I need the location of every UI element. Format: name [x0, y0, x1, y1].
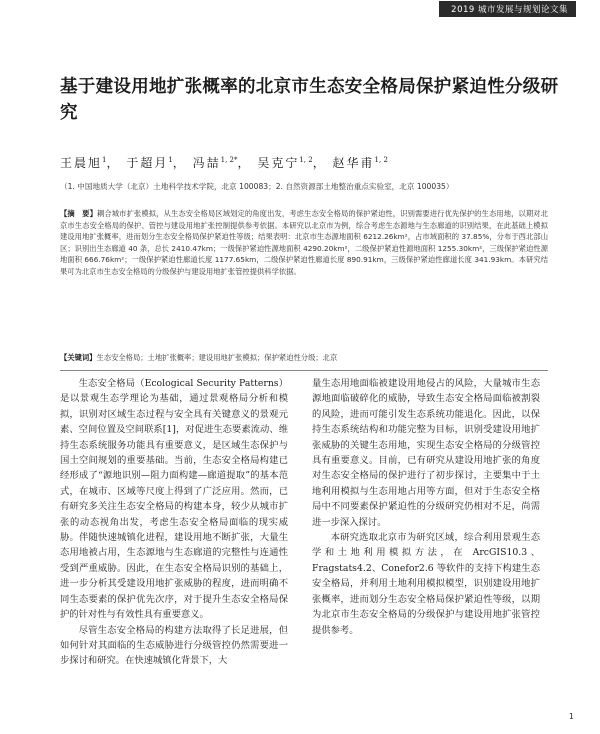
keywords: [60, 352, 548, 364]
page-number: 1: [568, 712, 574, 721]
author: 吴克宁$^{1, 2}$: [257, 156, 313, 170]
author: 赵华甫$^{1, 2}$: [332, 156, 388, 170]
author-list: 王晨旭$^1$， 于超月$^1$， 冯喆$^{1, 2*}$， 吴克宁$^{1, 2}$， 赵华甫$^{1, 2}$: [60, 156, 388, 170]
abstract-text: 耦合城市扩张模拟，从生态安全格局区域划定的角度出发，考虑生态安全格局的保护紧迫性，识别需要进行优先保护的生态用地，以期对北京市生态安全格局的保护、管控与建设用地扩张控制提供参考依据。本研究以北京市为例，综合考虑生态源地与生态廊道的识别结果，在此基础上模拟建设用地扩张概率，进而划分生态安全格局保护紧迫性等级；结果表明：北京市生态源地面积 6212.26km²，占市域面积的 37.85%，分布于西北部山区；识别出生态廊道 40 条，总长 2410.47km；一级保护紧迫性源地面积 4290.20km²，二级保护紧迫性源地面积 1255.30km²，三级保护紧迫性源地面积 666.76km²；一级保护紧迫性廊道长度 1177.65km，二级保护紧迫性廊道长度 890.91km，三级保护紧迫性廊道长度 341.93km。本研究结果可为北京市生态安全格局的分级保护与建设用地扩张管控提供科学依据。: [60, 209, 549, 276]
keywords-label: 【关键词】: [60, 353, 97, 362]
author: 于超月$^1$: [126, 156, 173, 170]
journal-label: 2019 城市发展与规划论文集: [439, 1, 576, 17]
keywords-text: 生态安全格局；土地扩张概率；建设用地扩张模拟；保护紧迫性分级；北京: [96, 353, 338, 362]
body-paragraph: 量生态用地面临被建设用地侵占的风险，大量城市生态源地面临破碎化的威胁，导致生态安全格局面临被割裂的风险，进而可能引发生态系统功能退化。因此，以保持生态系统结构和功能完整为目标，识别受建设用地扩张威胁的关键生态用地，实现生态安全格局的分级管控具有重要意义。目前，已有研究从建设用地扩张的角度对生态安全格局的保护进行了初步探讨，主要集中于土地利用模拟与生态用地占用等方面，但对于生态安全格局中不同要素保护紧迫性的分级研究仍相对不足，尚需进一步深入探讨。: [312, 378, 540, 528]
abstract-label: 【摘 要】: [60, 209, 97, 218]
running-header: [0, 0, 600, 17]
divider: [60, 370, 548, 371]
affiliations: （1. 中国地质大学（北京）土地科学技术学院，北京 100083；2. 自然资源部土地整治重点实验室，北京 100035）: [60, 182, 454, 191]
body-paragraph: 生态安全格局（Ecological Security Patterns）是以景观生态学理论为基础，通过景观格局分析和模拟，识别对区域生态过程与安全具有关键意义的景观元素、空间位置及空间联系[1]，对促进生态要素流动、维持生态系统服务功能具有重要意义，是区域生态保护与国土空间规划的重要基础。当前，生态安全格局构建已经形成了“源地识别—阻力面构建—廊道提取”的基本范式，在城市、区域等尺度上得到了广泛应用。然而，已有研究多关注生态安全格局的构建本身，较少从城市扩张的动态视角出发，考虑生态安全格局面临的现实威胁。伴随快速城镇化进程，建设用地不断扩张，大量生态用地被占用，生态源地与生态廊道的完整性与连通性受到严重威胁。因此，在生态安全格局识别的基础上，进一步分析其受建设用地扩张威胁的程度，进而明确不同生态要素的保护优先次序，对于提升生态安全格局保护的针对性与有效性具有重要意义。: [60, 378, 288, 621]
paper-title: 基于建设用地扩张概率的北京市生态安全格局保护紧迫性分级研究: [60, 77, 559, 123]
body-paragraph: 尽管生态安全格局的构建方法取得了长足进展，但如何针对其面临的生态威胁进行分级管控仍然需要进一步探讨和研究。在快速城镇化背景下，大: [60, 624, 288, 667]
abstract: [60, 208, 548, 278]
body-column-right: [312, 376, 540, 638]
author: 冯喆$^{1, 2*}$: [192, 156, 238, 170]
body-paragraph: 本研究选取北京市为研究区域，综合利用景观生态学和土地利用模拟方法，在 ArcGIS10.3、Fragstats4.2、Conefor2.6 等软件的支持下构建生态安全格局，并利用土地利用模拟模型，识别建设用地扩张概率，进而划分生态安全格局保护紧迫性等级，以期为北京市生态安全格局的分级保护与建设用地扩张管控提供参考。: [312, 532, 540, 636]
author: 王晨旭$^1$: [60, 156, 107, 170]
body-column-left: [60, 376, 288, 669]
